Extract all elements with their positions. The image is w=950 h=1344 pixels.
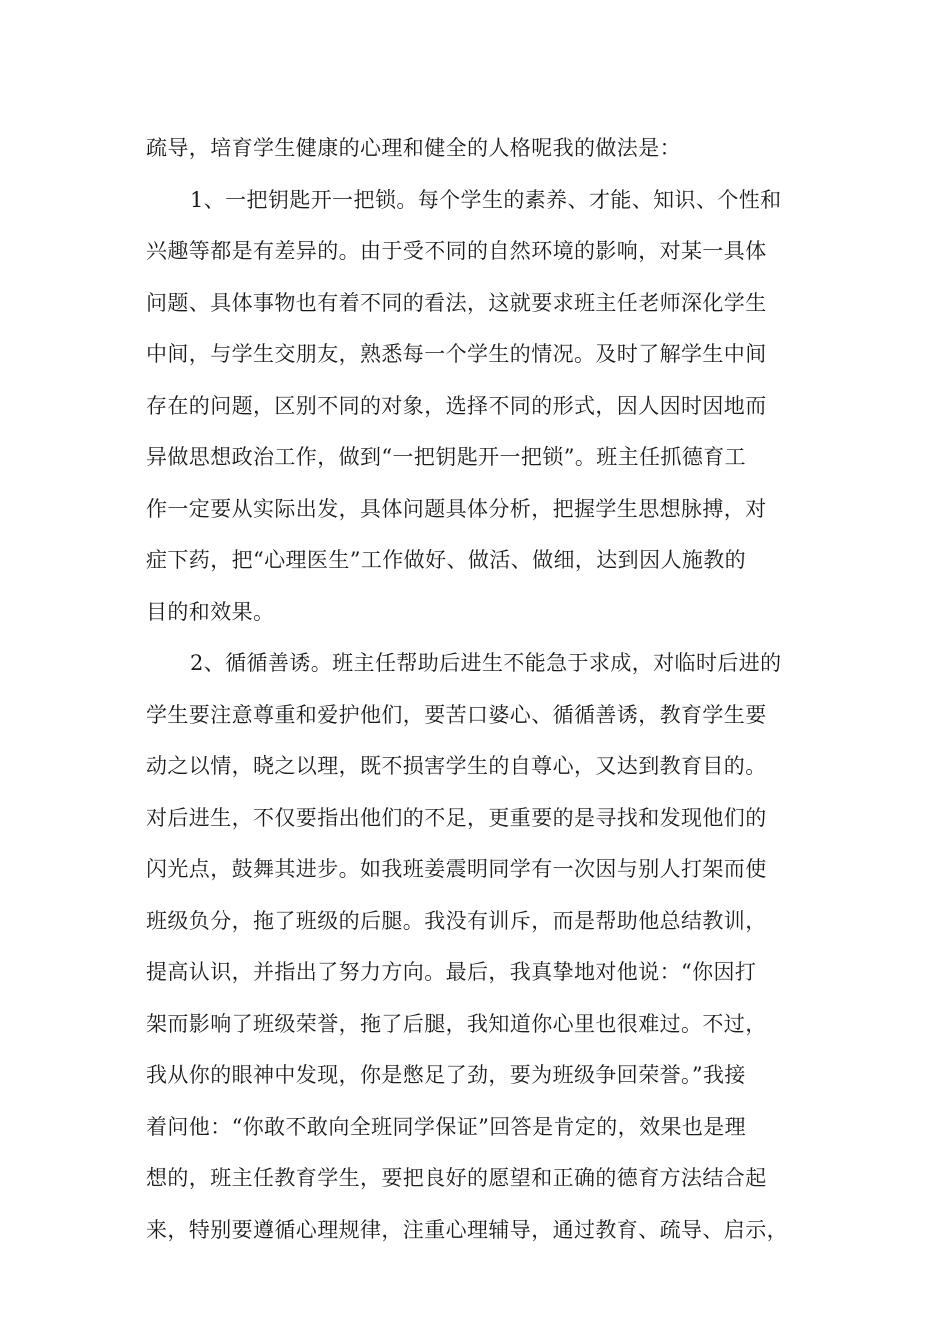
text-line-20: 着问他：“你敢不敢向全班同学保证”回答是肯定的，效果也是理: [146, 1115, 747, 1139]
paragraph-2-first-line: 2、循循善诱。班主任帮助后进生不能急于求成，对临时后进的: [190, 651, 782, 675]
text-line-7: 异做思想政治工作，做到“一把钥匙开一把锁”。班主任抓德育工: [146, 445, 747, 469]
text-line-17: 提高认识，并指出了努力方向。最后，我真挚地对他说：“你因打: [146, 960, 757, 984]
text-line-22: 来，特别要遵循心理规律，注重心理辅导，通过教育、疏导、启示，: [146, 1218, 788, 1242]
text-line-5: 中间，与学生交朋友，熟悉每一个学生的情况。及时了解学生中间: [146, 342, 767, 366]
text-line-19: 我从你的眼神中发现，你是憋足了劲，要为班级争回荣誉。”我接: [146, 1063, 746, 1087]
text-line-8: 作一定要从实际出发，具体问题具体分析，把握学生思想脉搏，对: [146, 497, 767, 521]
text-line-16: 班级负分，拖了班级的后腿。我没有训斥，而是帮助他总结教训，: [146, 909, 767, 933]
text-line-4: 问题、具体事物也有着不同的看法，这就要求班主任老师深化学生: [146, 291, 767, 315]
text-line-1: 疏导，培育学生健康的心理和健全的人格呢我的做法是：: [146, 136, 681, 160]
paragraph-1-first-line: 1、一把钥匙开一把锁。每个学生的素养、才能、知识、个性和: [190, 188, 782, 212]
text-line-3: 兴趣等都是有差异的。由于受不同的自然环境的影响，对某一具体: [146, 239, 767, 263]
text-line-9: 症下药，把“心理医生”工作做好、做活、做细，达到因人施教的: [146, 548, 747, 572]
text-line-15: 闪光点，鼓舞其进步。如我班姜震明同学有一次因与别人打架而使: [146, 857, 767, 881]
text-line-6: 存在的问题，区别不同的对象，选择不同的形式，因人因时因地而: [146, 394, 767, 418]
text-line-14: 对后进生，不仅要指出他们的不足，更重要的是寻找和发现他们的: [146, 806, 767, 830]
text-line-13: 动之以情，晓之以理，既不损害学生的自尊心，又达到教育目的。: [146, 754, 767, 778]
text-line-18: 架而影响了班级荣誉，拖了后腿，我知道你心里也很难过。不过，: [146, 1012, 767, 1036]
text-line-21: 想的，班主任教育学生，要把良好的愿望和正确的德育方法结合起: [146, 1166, 767, 1190]
text-line-10: 目的和效果。: [146, 600, 275, 624]
text-line-12: 学生要注意尊重和爱护他们，要苦口婆心、循循善诱，教育学生要: [146, 703, 767, 727]
